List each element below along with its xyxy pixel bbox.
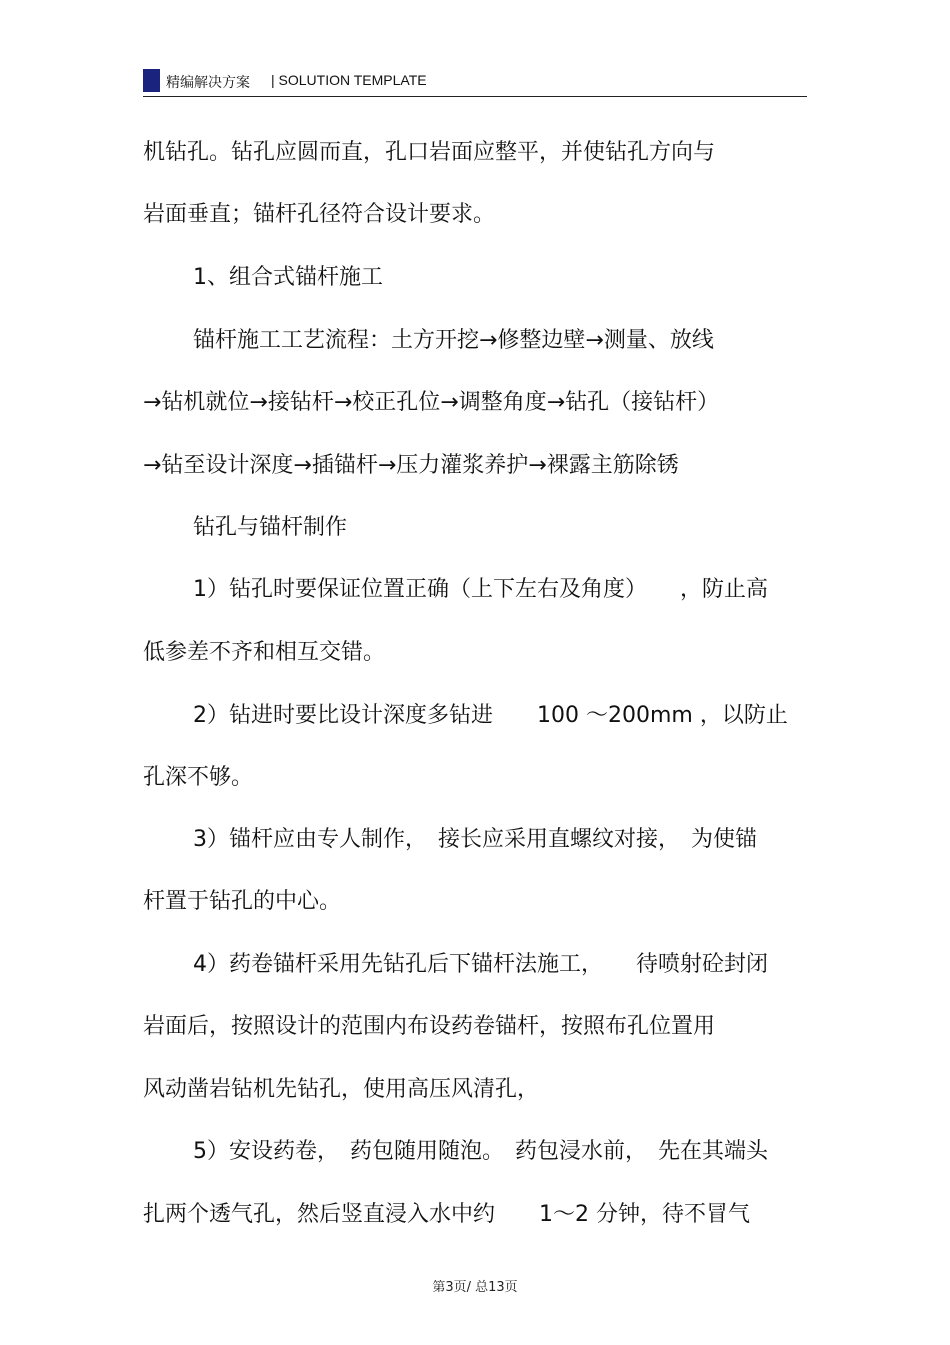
text-line: →钻机就位→接钻杆→校正孔位→调整角度→钻孔（接钻杆） [143,390,720,415]
text-line: →钻至设计深度→插锚杆→压力灌浆养护→裸露主筋除锈 [143,453,679,478]
text-line: 岩面后，按照设计的范围内布设药卷锚杆，按照布孔位置用 [143,1014,716,1039]
section-heading: 1、组合式锚杆施工 [193,265,383,290]
text-line: 2）钻进时要比设计深度多钻进 100 ～200mm ，以防止 [193,703,788,728]
text-line: 杆置于钻孔的中心。 [143,889,342,914]
header-brand: 精编解决方案 [166,75,250,91]
text-line: 机钻孔。钻孔应圆而直，孔口岩面应整平，并使钻孔方向与 [143,140,716,165]
text-line: 风动凿岩钻机先钻孔，使用高压风清孔， [143,1077,540,1102]
text-line: 扎两个透气孔，然后竖直浸入水中约 1～2 分钟，待不冒气 [143,1202,750,1227]
text-line: 低参差不齐和相互交错。 [143,640,386,665]
subheading: 钻孔与锚杆制作 [193,515,348,540]
text-line: 岩面垂直；锚杆孔径符合设计要求。 [143,202,496,227]
text-line: 锚杆施工工艺流程：土方开挖→修整边壁→测量、放线 [193,328,714,353]
header-template-label: | SOLUTION TEMPLATE [271,72,427,88]
text-line: 孔深不够。 [143,765,254,790]
text-line: 5）安设药卷， 药包随用随泡。 药包浸水前， 先在其端头 [193,1139,768,1164]
text-line: 4）药卷锚杆采用先钻孔后下锚杆法施工， 待喷射砼封闭 [193,952,768,977]
text-line: 1）钻孔时要保证位置正确（上下左右及角度） ，防止高 [193,577,768,602]
text-line: 3）锚杆应由专人制作， 接长应采用直螺纹对接， 为使锚 [193,827,757,852]
logo [143,69,160,92]
page-number: 第3页/ 总13页 [432,1280,518,1295]
page-header [143,66,807,97]
